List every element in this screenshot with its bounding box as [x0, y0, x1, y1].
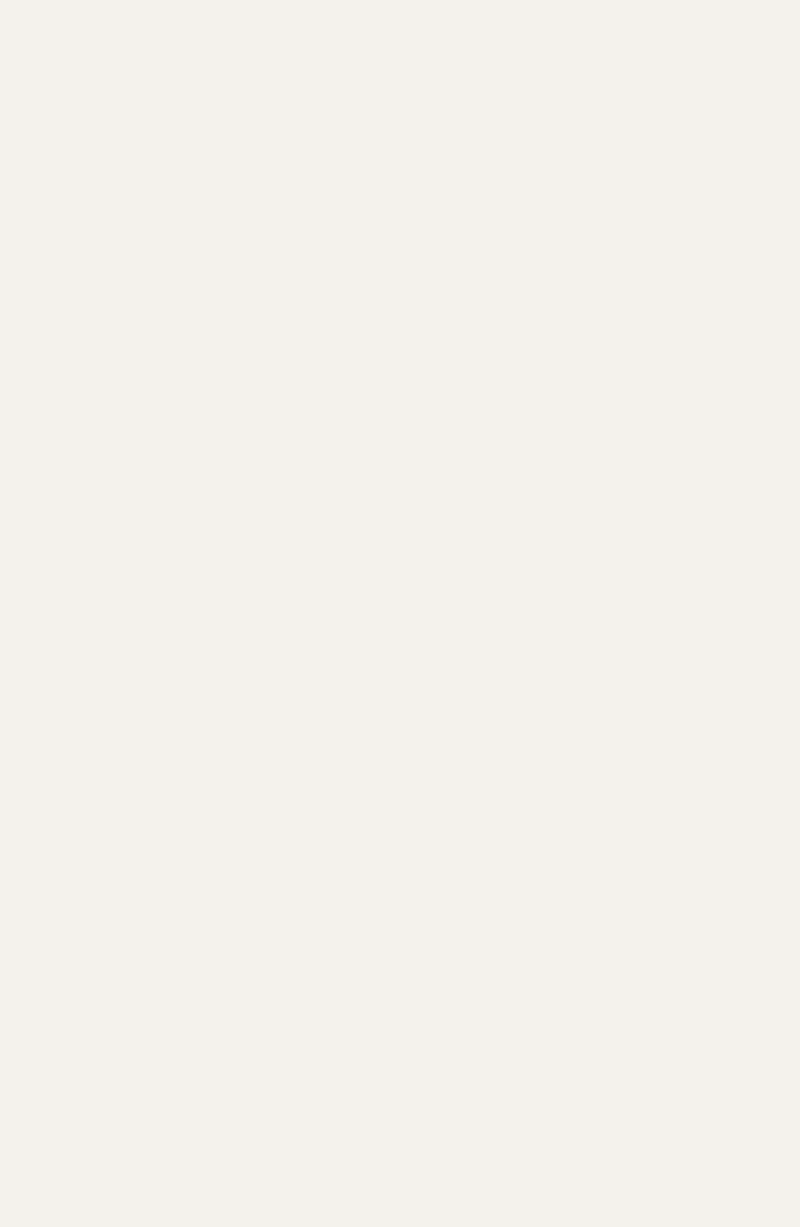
text-line — [95, 1042, 735, 1078]
line-number — [52, 250, 84, 286]
text-line — [95, 430, 735, 466]
text-line — [95, 178, 735, 214]
text-line — [95, 646, 735, 682]
text-line — [95, 214, 735, 250]
text-line — [95, 1078, 735, 1114]
text-line — [95, 538, 735, 574]
text-line — [95, 394, 735, 430]
text-line — [95, 754, 735, 790]
text-line — [95, 358, 735, 394]
text-line — [95, 286, 735, 322]
margin-page-reference — [700, 502, 740, 538]
text-line — [95, 466, 735, 502]
text-line — [95, 610, 735, 646]
text-line — [95, 970, 735, 1006]
line-number — [52, 790, 84, 826]
running-header — [0, 50, 800, 90]
text-line — [95, 322, 735, 358]
text-line — [95, 106, 735, 142]
text-line — [95, 790, 735, 826]
text-line — [95, 1006, 735, 1042]
text-line — [95, 718, 735, 754]
line-number — [52, 970, 84, 1006]
text-line — [95, 574, 735, 610]
text-line — [95, 250, 735, 286]
text-line — [95, 502, 695, 538]
text-line — [95, 142, 735, 178]
text-line — [95, 862, 735, 898]
text-line — [95, 898, 735, 934]
line-number — [52, 430, 84, 466]
text-line — [95, 934, 735, 970]
text-line — [95, 826, 735, 862]
text-line — [95, 682, 735, 718]
line-number — [52, 610, 84, 646]
